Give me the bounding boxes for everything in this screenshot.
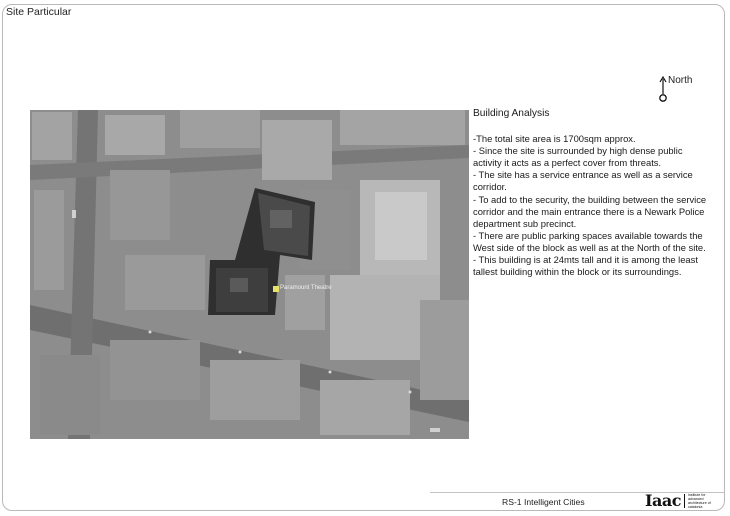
- analysis-point-height: - This building is at 24mts tall and it is among the least tallest building within the block or its surroundings.: [473, 254, 698, 278]
- analysis-point-security: - To add to the security, the building between the service corridor and the main entrance there is a Newark Police department sub precinct.: [473, 193, 707, 229]
- page-title: Site Particular: [6, 6, 72, 18]
- logo-subtitle: institute for advanced architecture of catalonia: [687, 493, 711, 509]
- building-analysis: [473, 108, 713, 278]
- site-aerial-map: [30, 110, 469, 439]
- iaac-logo: [645, 492, 720, 510]
- footer-title: RS-1 Intelligent Cities: [502, 497, 585, 507]
- analysis-point-service-entrance: - The site has a service entrance as well as a service corridor.: [473, 169, 693, 193]
- analysis-point-cover: - Since the site is surrounded by high dense public activity it acts as a perfect cover from threats.: [473, 145, 683, 169]
- map-place-label: Paramount Theatre: [280, 285, 332, 291]
- logo-divider: [684, 494, 685, 508]
- logo-wordmark: Iaac: [645, 491, 681, 510]
- analysis-heading: Building Analysis: [473, 108, 550, 119]
- north-label: North: [668, 75, 693, 86]
- analysis-point-site-area: -The total site area is 1700sqm approx.: [473, 133, 636, 145]
- satellite-map-image: [30, 110, 469, 439]
- location-marker: [273, 286, 279, 292]
- north-indicator: [657, 74, 707, 106]
- analysis-point-parking: - There are public parking spaces available towards the West side of the block as well as at the North of the site.: [473, 229, 706, 253]
